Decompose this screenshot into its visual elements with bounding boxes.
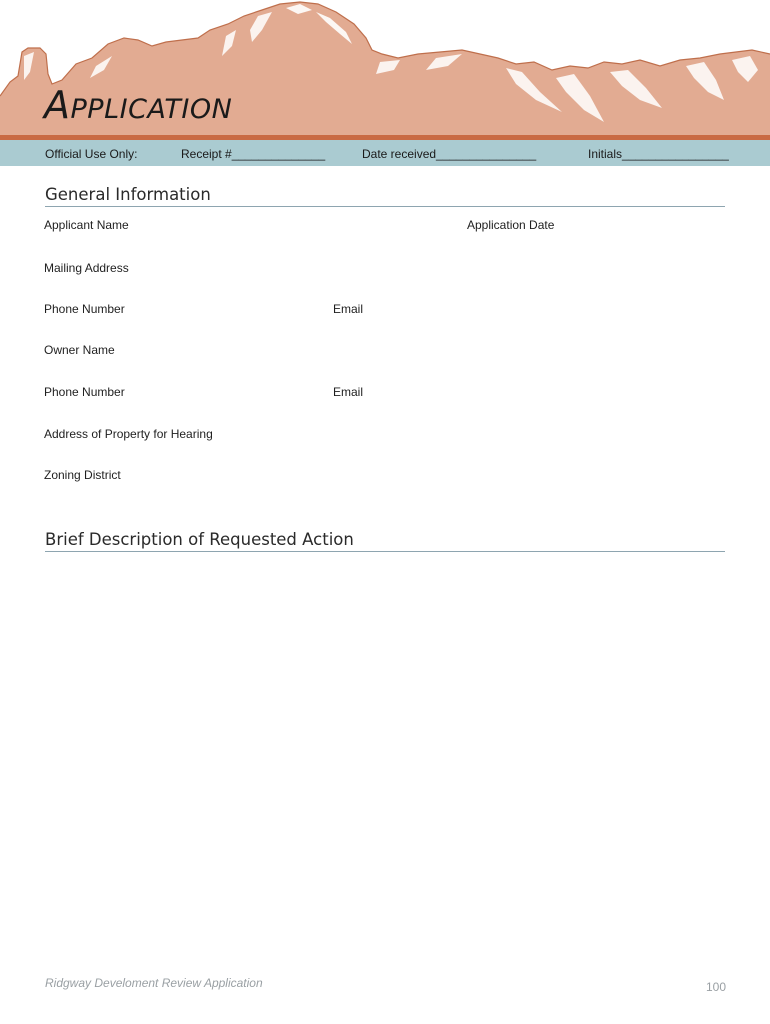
page-title: [44, 83, 233, 127]
footer-page-number: 100: [706, 980, 727, 994]
owner-name-label: Owner Name: [44, 343, 115, 357]
page-title-rest: PPLICATION: [70, 94, 233, 125]
zoning-district-label: Zoning District: [44, 468, 121, 482]
brief-description-heading: Brief Description of Requested Action: [45, 530, 725, 552]
official-use-label: Official Use Only:: [45, 147, 138, 161]
initials-field: Initials________________: [588, 147, 729, 161]
mailing-address-label: Mailing Address: [44, 261, 129, 275]
official-use-bar: [0, 140, 770, 166]
applicant-name-label: Applicant Name: [44, 218, 129, 232]
applicant-phone-label: Phone Number: [44, 302, 125, 316]
applicant-email-label: Email: [333, 302, 364, 316]
property-address-label: Address of Property for Hearing: [44, 427, 213, 441]
page-title-initial: A: [44, 83, 71, 127]
owner-phone-label: Phone Number: [44, 385, 125, 399]
date-received-field: Date received_______________: [362, 147, 537, 161]
application-date-label: Application Date: [467, 218, 555, 232]
owner-email-label: Email: [333, 385, 364, 399]
brief-description-area: [45, 560, 725, 960]
general-information-heading: General Information: [45, 185, 725, 207]
footer-document-name: Ridgway Develoment Review Application: [45, 976, 263, 990]
receipt-number-field: Receipt #______________: [181, 147, 326, 161]
